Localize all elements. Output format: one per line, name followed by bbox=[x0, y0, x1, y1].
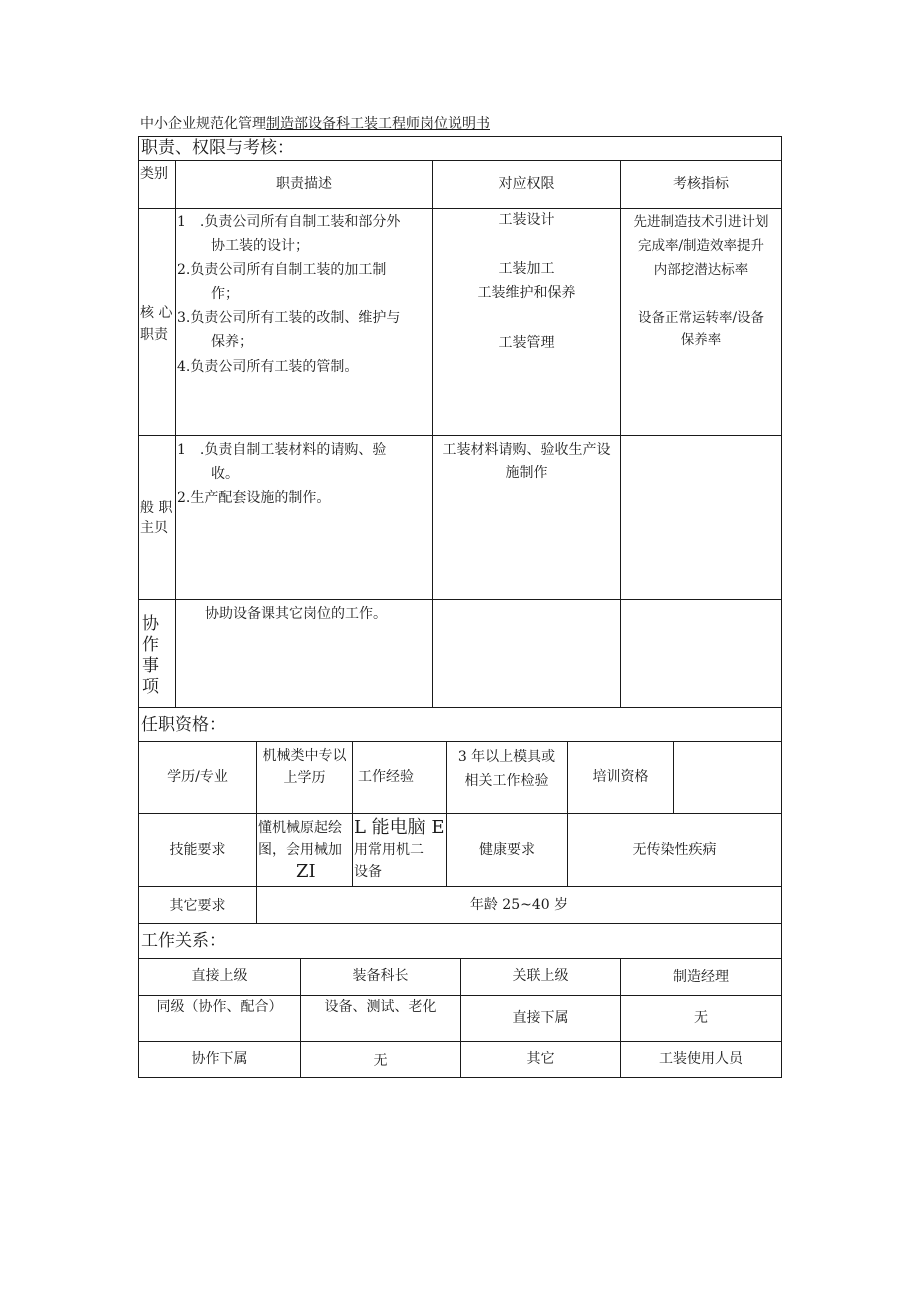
subordinate-value: 无 bbox=[694, 1010, 708, 1026]
core-category: 核 心 职责 bbox=[140, 305, 173, 343]
core-assessment-3: 内部挖潜达标率 bbox=[653, 262, 749, 278]
header-authority: 对应权限 bbox=[498, 176, 555, 192]
header-category: 类别 bbox=[140, 166, 168, 182]
core-desc-line-7: 4.负责公司所有工装的管制。 bbox=[177, 359, 359, 375]
section-relations-heading: 工作关系： bbox=[141, 931, 226, 951]
relation-other-value: 工装使用人员 bbox=[659, 1051, 743, 1067]
other-req-value: 年龄 25~40 岁 bbox=[469, 897, 569, 913]
related-superior-value: 制造经理 bbox=[673, 969, 729, 985]
relation-other-label: 其它 bbox=[526, 1051, 555, 1067]
general-desc-line-1: 1 .负责自制工装材料的请购、验 bbox=[177, 442, 387, 458]
core-desc-line-6: 保养； bbox=[211, 334, 253, 350]
education-value: 机械类中专以 上学历 bbox=[262, 748, 347, 786]
general-authority-1: 工装材料请购、验收生产设 bbox=[442, 442, 611, 458]
header-assessment: 考核指标 bbox=[673, 176, 729, 192]
superior-value: 装备科长 bbox=[352, 968, 409, 984]
section-qualification-heading: 任职资格： bbox=[141, 715, 226, 735]
title-main: 制造部设备科工装工程师岗位说明书 bbox=[266, 116, 490, 132]
core-desc-line-4: 作； bbox=[211, 286, 239, 302]
assist-desc: 协助设备课其它岗位的工作。 bbox=[205, 606, 387, 622]
coop-sub-label: 协作下属 bbox=[191, 1051, 248, 1067]
title-prefix: 中小企业规范化管理 bbox=[140, 116, 266, 132]
coop-sub-value: 无 bbox=[373, 1053, 388, 1069]
health-label: 健康要求 bbox=[479, 842, 535, 858]
superior-label: 直接上级 bbox=[191, 968, 248, 984]
general-authority-2: 施制作 bbox=[505, 465, 548, 481]
document-title bbox=[140, 114, 490, 134]
core-desc-line-5: 3.负责公司所有工装的改制、维护与 bbox=[177, 310, 401, 326]
subordinate-label: 直接下属 bbox=[512, 1010, 569, 1026]
health-value: 无传染性疾病 bbox=[632, 842, 717, 858]
skill-value-a: 懂机械原起绘 图，会用械加 ZI bbox=[258, 820, 342, 882]
other-req-label: 其它要求 bbox=[169, 898, 226, 914]
core-desc-line-3: 2.负责公司所有自制工装的加工制 bbox=[177, 262, 387, 278]
general-desc-line-3: 2.生产配套设施的制作。 bbox=[177, 490, 331, 506]
core-assessment-1: 先进制造技术引进计划 bbox=[633, 214, 769, 230]
core-desc-line-2: 协工装的设计； bbox=[211, 238, 309, 254]
experience-label: 工作经验 bbox=[358, 769, 414, 785]
assist-category: 协 作 事 项 bbox=[142, 614, 159, 697]
core-authority-4: 工装管理 bbox=[498, 335, 555, 351]
header-description: 职责描述 bbox=[276, 176, 332, 192]
core-assessment-5: 保养率 bbox=[680, 332, 722, 348]
education-label: 学历/专业 bbox=[167, 769, 228, 785]
general-desc-line-2: 收。 bbox=[211, 466, 239, 482]
skill-label: 技能要求 bbox=[169, 842, 226, 858]
core-authority-1: 工装设计 bbox=[498, 212, 555, 228]
skill-value-b: L 能电脑 E 用常用机二 设备 bbox=[354, 817, 445, 880]
core-assessment-2: 完成率/制造效率提升 bbox=[637, 238, 765, 254]
peer-value: 设备、测试、老化 bbox=[324, 999, 437, 1015]
experience-value: 3 年以上模具或 相关工作检验 bbox=[457, 749, 556, 789]
core-authority-2: 工装加工 bbox=[498, 261, 555, 277]
related-superior-label: 关联上级 bbox=[512, 968, 569, 984]
peer-label: 同级（协作、配合） bbox=[156, 999, 283, 1015]
core-desc-line-1: 1 .负责公司所有自制工装和部分外 bbox=[177, 214, 401, 230]
core-authority-3: 工装维护和保养 bbox=[477, 285, 576, 301]
section-duties-heading: 职责、权限与考核： bbox=[141, 138, 294, 158]
general-category: 般 职 主贝 bbox=[140, 500, 173, 536]
core-assessment-4: 设备正常运转率/设备 bbox=[637, 310, 765, 326]
training-label: 培训资格 bbox=[592, 769, 649, 785]
